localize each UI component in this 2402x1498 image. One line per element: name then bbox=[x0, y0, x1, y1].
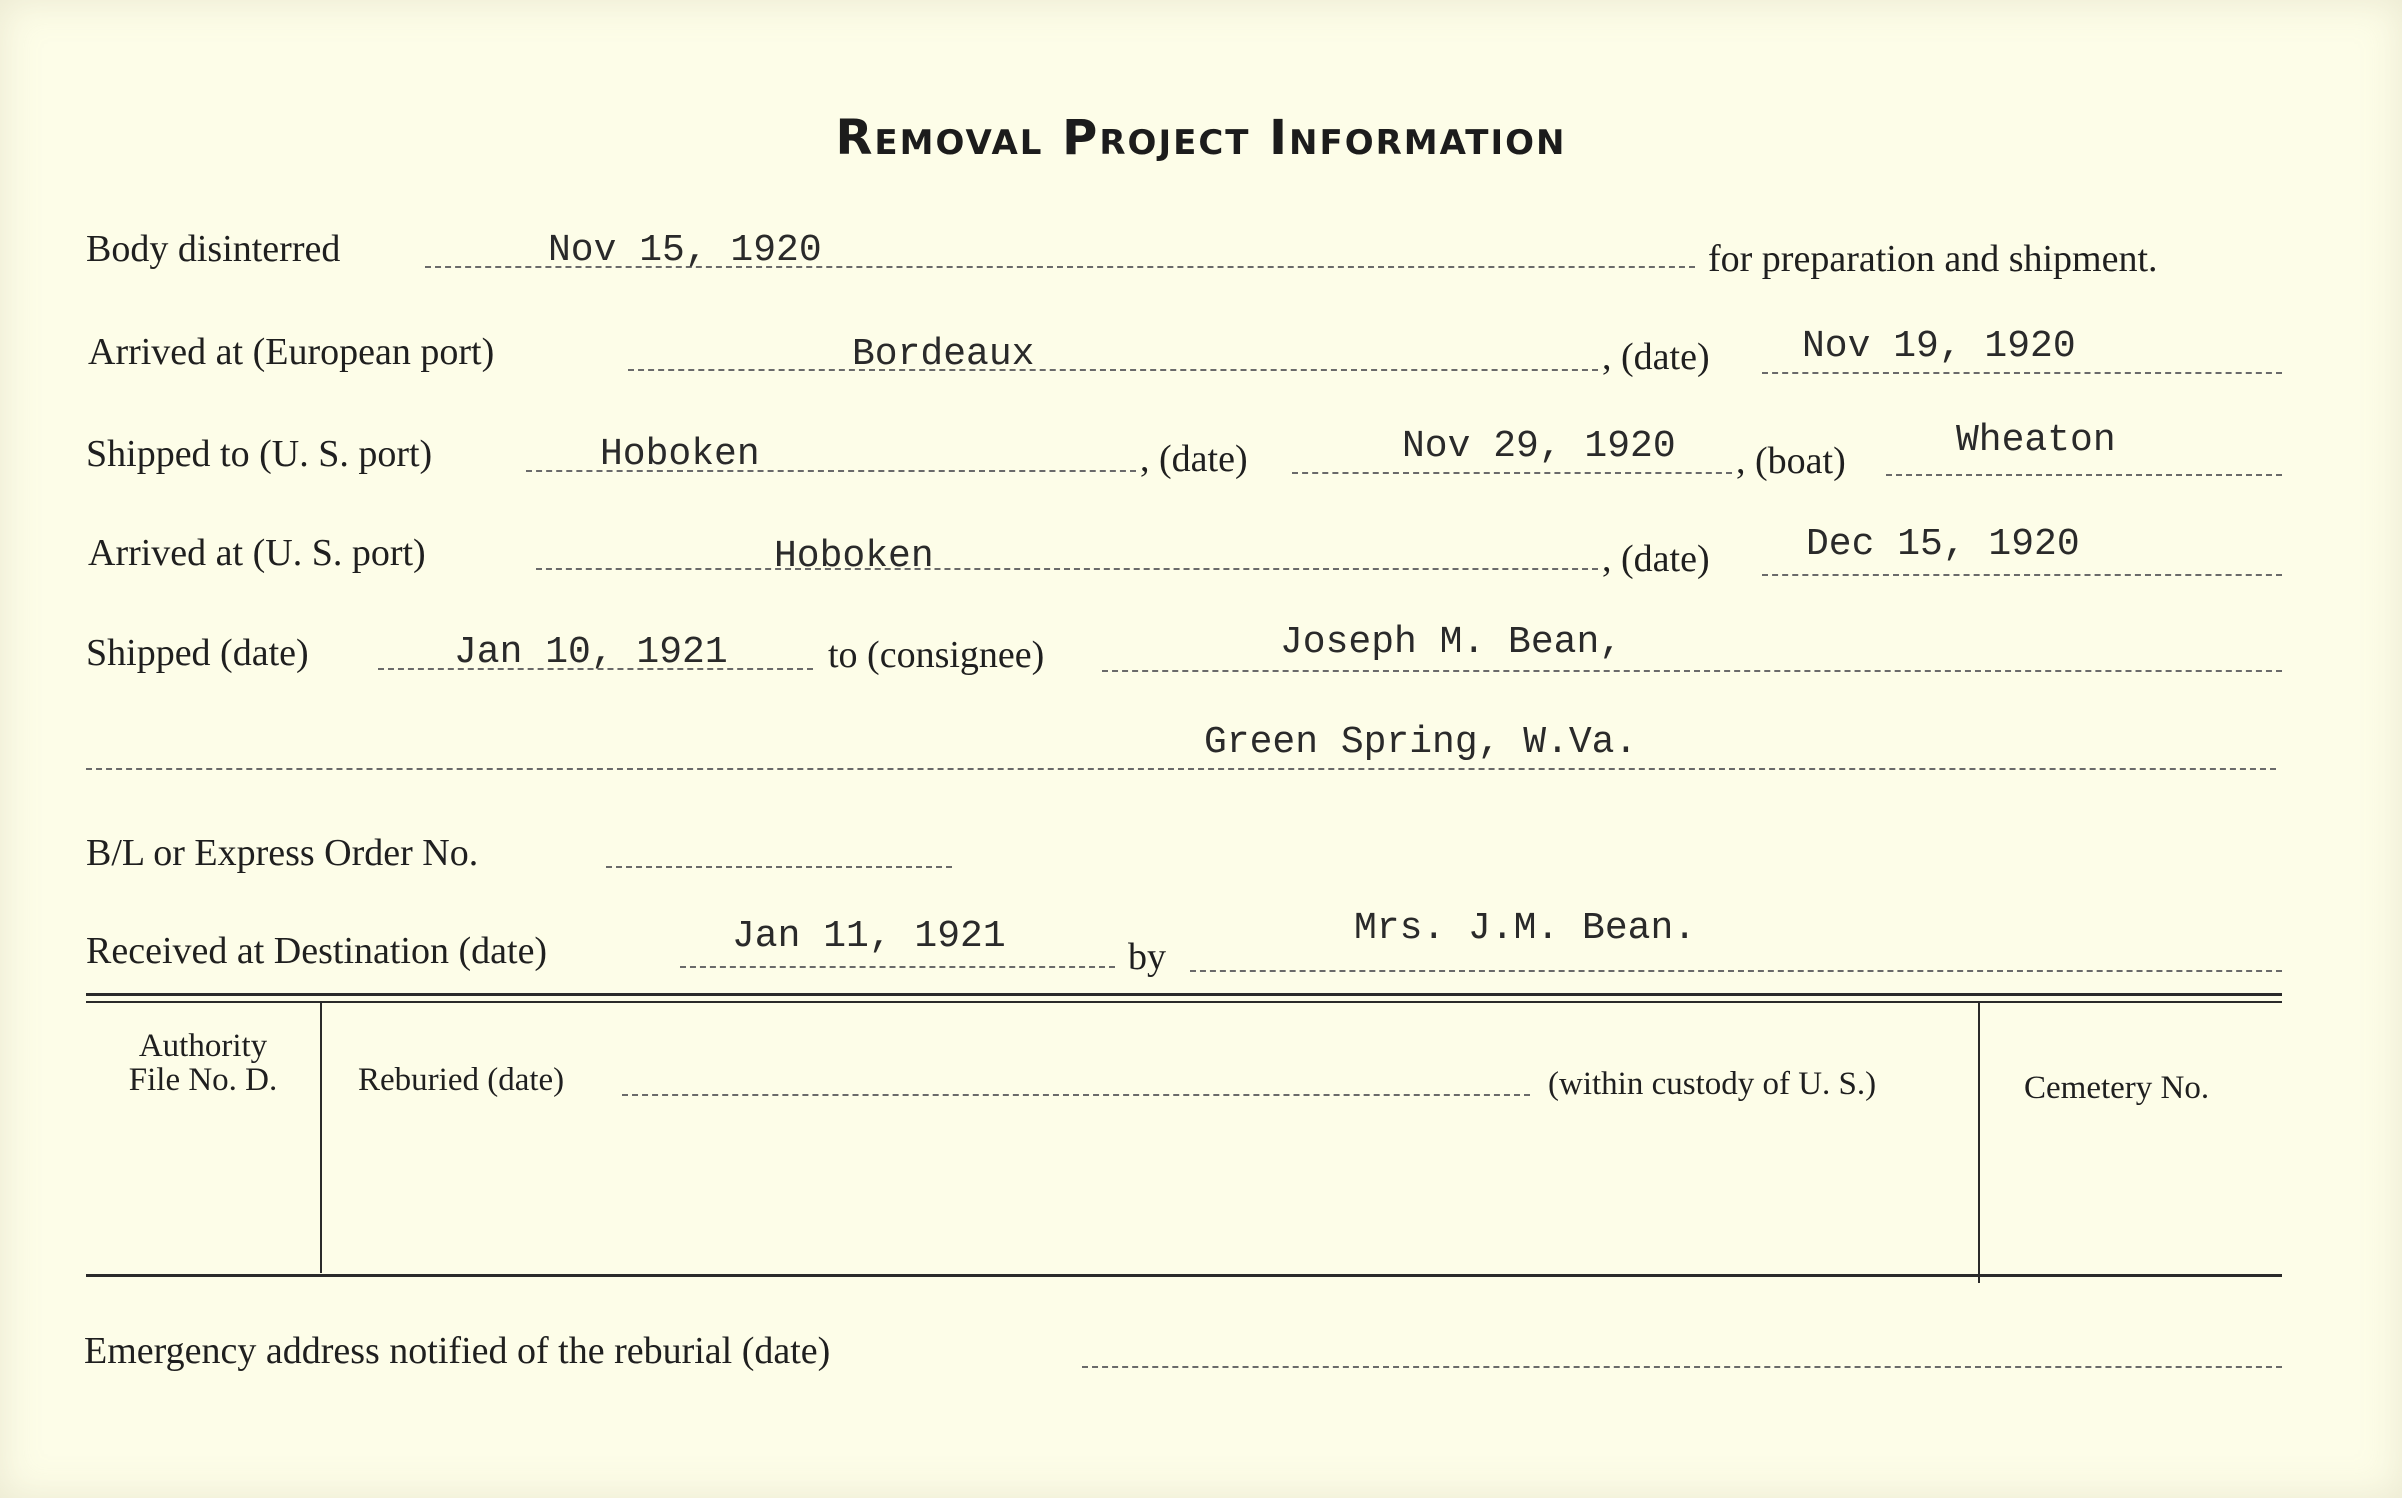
received-label: Received at Destination (date) bbox=[86, 930, 548, 972]
box-bottom-rule bbox=[86, 1274, 2282, 1277]
authority-line2: File No. D. bbox=[128, 1062, 278, 1098]
shipped-us-boat-line bbox=[1886, 474, 2282, 476]
shipped-label: Shipped (date) bbox=[86, 632, 309, 674]
consignee-line bbox=[1102, 670, 2282, 672]
box-top-rule-1 bbox=[86, 993, 2282, 996]
arrived-eu-date-label: , (date) bbox=[1602, 336, 1710, 378]
consignee-address-line bbox=[86, 768, 2276, 770]
received-date-line bbox=[680, 966, 1115, 968]
arrived-eu-label: Arrived at (European port) bbox=[88, 331, 495, 373]
arrived-us-date-label: , (date) bbox=[1602, 538, 1710, 580]
bl-line bbox=[606, 866, 952, 868]
box-divider-right bbox=[1978, 1003, 1980, 1283]
arrived-us-port-line bbox=[536, 568, 1598, 570]
shipped-us-boat-value: Wheaton bbox=[1956, 419, 2116, 462]
authority-line1: Authority bbox=[138, 1028, 268, 1064]
arrived-eu-line bbox=[628, 369, 1598, 371]
disinterred-value: Nov 15, 1920 bbox=[548, 229, 822, 272]
card-title: Removal Project Information bbox=[835, 110, 1567, 166]
shipped-us-date-label: , (date) bbox=[1140, 438, 1248, 480]
consignee-label: to (consignee) bbox=[828, 634, 1045, 676]
received-by-label: by bbox=[1128, 936, 1166, 978]
consignee-address-value: Green Spring, W.Va. bbox=[1204, 721, 1638, 764]
box-divider-left bbox=[320, 1003, 322, 1273]
arrived-us-date-value: Dec 15, 1920 bbox=[1806, 523, 2080, 566]
shipped-us-date-value: Nov 29, 1920 bbox=[1402, 425, 1676, 468]
custody-label: (within custody of U. S.) bbox=[1548, 1066, 1877, 1102]
reburied-label: Reburied (date) bbox=[358, 1062, 565, 1098]
arrived-us-port-value: Hoboken bbox=[774, 535, 934, 578]
bl-label: B/L or Express Order No. bbox=[86, 832, 479, 874]
disinterred-suffix: for preparation and shipment. bbox=[1708, 238, 2158, 280]
arrived-eu-port-value: Bordeaux bbox=[852, 333, 1035, 376]
shipped-us-port-value: Hoboken bbox=[600, 433, 760, 476]
arrived-eu-date-value: Nov 19, 1920 bbox=[1802, 325, 2076, 368]
shipped-us-date-line bbox=[1292, 472, 1732, 474]
shipped-date-value: Jan 10, 1921 bbox=[454, 631, 728, 674]
received-by-value: Mrs. J.M. Bean. bbox=[1354, 907, 1697, 950]
received-by-line bbox=[1190, 970, 2282, 972]
shipped-us-label: Shipped to (U. S. port) bbox=[86, 433, 433, 475]
consignee-value: Joseph M. Bean, bbox=[1280, 621, 1623, 664]
arrived-us-date-line bbox=[1762, 574, 2282, 576]
emergency-label: Emergency address notified of the reburial (date) bbox=[84, 1330, 831, 1372]
disinterred-label: Body disinterred bbox=[86, 228, 341, 270]
shipped-us-boat-label: , (boat) bbox=[1736, 440, 1846, 482]
emergency-line bbox=[1082, 1366, 2282, 1368]
arrived-us-label: Arrived at (U. S. port) bbox=[88, 532, 426, 574]
cemetery-label: Cemetery No. bbox=[2024, 1070, 2210, 1106]
box-top-rule-2 bbox=[86, 1001, 2282, 1003]
reburied-line bbox=[622, 1094, 1530, 1096]
arrived-eu-date-line bbox=[1762, 372, 2282, 374]
received-date-value: Jan 11, 1921 bbox=[732, 915, 1006, 958]
